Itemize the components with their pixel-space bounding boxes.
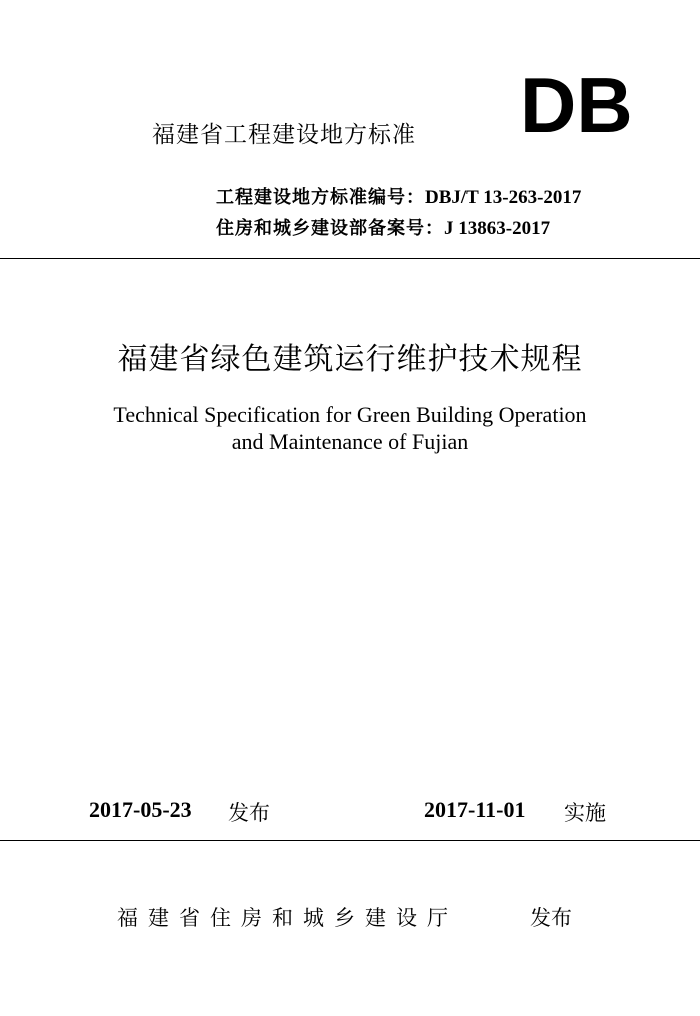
record-number-line	[216, 214, 550, 240]
implement-date: 2017-11-01	[424, 797, 526, 822]
issue-label: 发布	[228, 801, 270, 825]
issue-date: 2017-05-23	[89, 797, 192, 822]
top-divider	[0, 258, 700, 259]
bottom-divider	[0, 840, 700, 841]
title-english-line1: Technical Specification for Green Building Operation	[113, 402, 587, 427]
record-number-label: 住房和城乡建设部备案号：	[216, 218, 444, 239]
standard-type: 福建省工程建设地方标准	[152, 122, 416, 148]
title-chinese: 福建省绿色建筑运行维护技术规程	[117, 342, 583, 377]
standard-code-value: DBJ/T 13-263-2017	[425, 187, 582, 208]
publisher: 福建省住房和城乡建设厅	[117, 906, 458, 930]
implement-label: 实施	[564, 801, 606, 825]
title-english-line2: and Maintenance of Fujian	[231, 429, 469, 454]
record-number-value: J 13863-2017	[444, 218, 551, 239]
db-mark: DB	[520, 61, 633, 149]
standard-code-label: 工程建设地方标准编号：	[216, 187, 425, 208]
publish-label: 发布	[530, 906, 572, 930]
standard-code-line	[216, 183, 581, 209]
